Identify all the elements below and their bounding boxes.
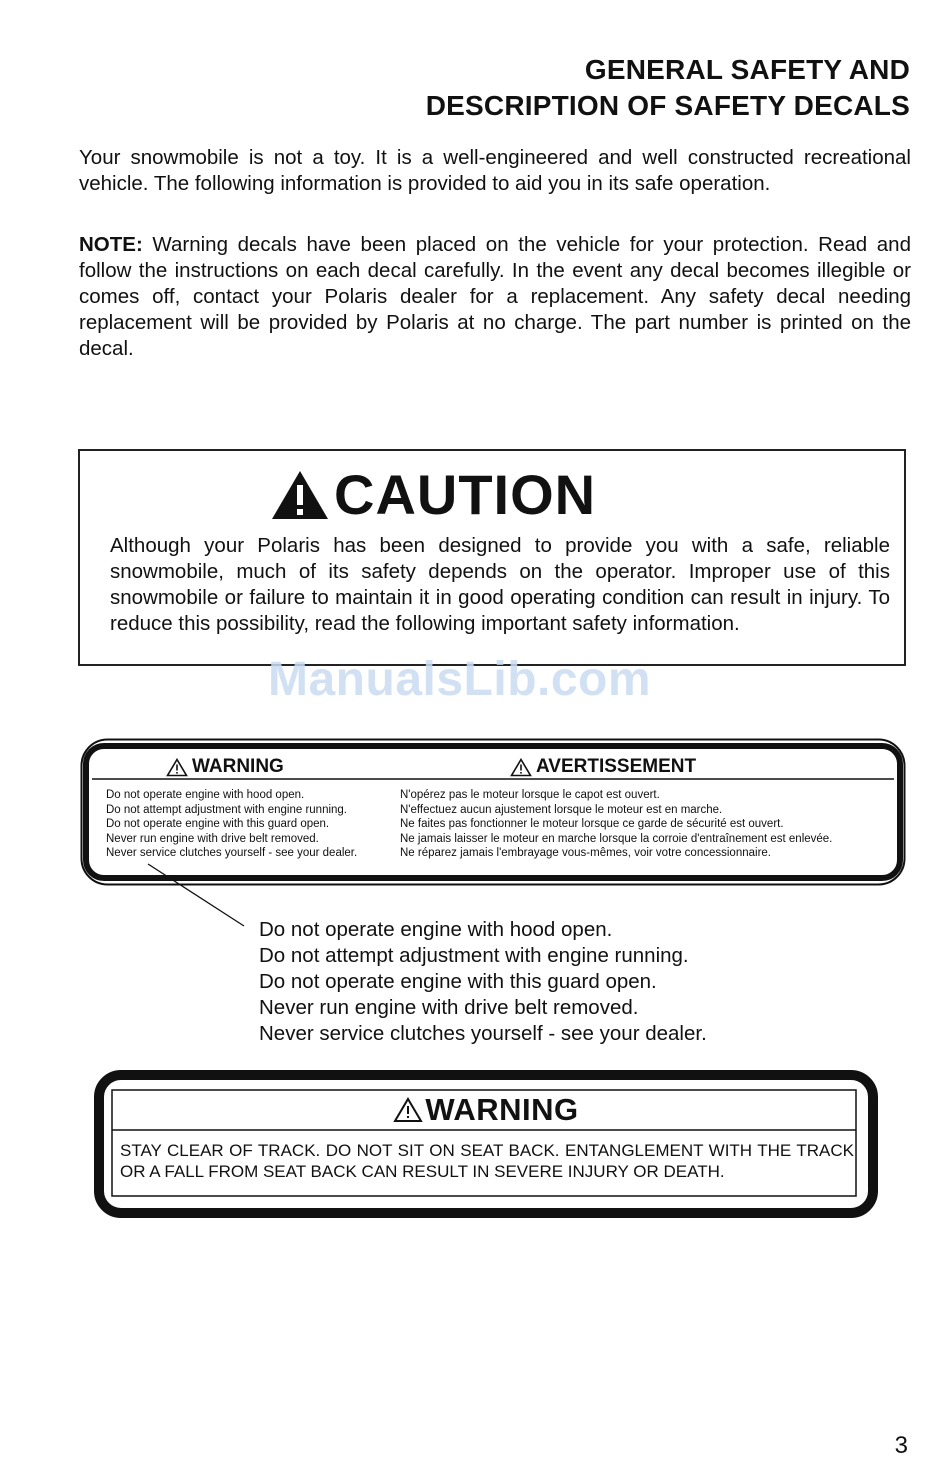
decal-line-fr: Ne faites pas fonctionner le moteur lorsque ce garde de sécurité est ouvert. <box>400 818 784 831</box>
decal-translation-list <box>259 917 707 1047</box>
caution-text: Although your Polaris has been designed to provide you with a safe, reliable snowmobile, much of its safety depends on the operator. Improper use of this snowmobile or failure to maintain it in good operating condition can result in injury. To reduce this possibility, read the following important safety information. <box>110 534 890 635</box>
decal-heading-en <box>166 756 284 778</box>
translation-line: Never service clutches yourself - see your dealer. <box>259 1022 707 1045</box>
track-warning-heading <box>94 1092 878 1128</box>
intro-paragraph: Your snowmobile is not a toy. It is a well-engineered and well constructed recreational vehicle. The following information is provided to aid you in its safe operation. <box>79 146 911 195</box>
caution-heading-text: CAUTION <box>334 463 597 526</box>
warning-triangle-icon <box>393 1097 423 1123</box>
track-warning-text: STAY CLEAR OF TRACK. DO NOT SIT ON SEAT BACK. ENTANGLEMENT WITH THE TRACK OR A FALL FROM SEAT BACK CAN RESULT IN SEVERE INJURY OR DEATH. <box>120 1141 854 1181</box>
note-paragraph <box>79 232 911 362</box>
translation-line: Never run engine with drive belt removed. <box>259 996 639 1019</box>
track-warning-heading-text: WARNING <box>425 1092 579 1127</box>
warning-triangle-icon <box>510 758 532 777</box>
translation-line: Do not operate engine with hood open. <box>259 918 613 941</box>
caution-box <box>78 449 906 666</box>
translation-line: Do not attempt adjustment with engine running. <box>259 944 689 967</box>
warning-triangle-icon <box>166 758 188 777</box>
translation-line: Do not operate engine with this guard open. <box>259 970 657 993</box>
decal-heading-fr-text: AVERTISSEMENT <box>536 756 697 777</box>
decal-heading-fr <box>510 756 696 778</box>
page-title-line1: GENERAL SAFETY AND <box>584 54 910 85</box>
decal-lines-fr <box>400 788 832 861</box>
callout-leader-line <box>140 862 250 932</box>
decal-line-en: Do not operate engine with hood open. <box>106 789 305 801</box>
decal-line-fr: N'effectuez aucun ajustement lorsque le moteur est en marche. <box>400 803 723 816</box>
note-text: Warning decals have been placed on the vehicle for your protection. Read and follow the instructions on each decal carefully. In the event any decal becomes illegible or comes off, contact your Polaris dealer for a replacement. Any safety decal needing replacement will be provided by Polaris at no charge. The part number is printed on the decal. <box>79 233 911 360</box>
decal-line-fr: N'opérez pas le moteur lorsque le capot est ouvert. <box>400 789 660 801</box>
decal-line-fr: Ne réparez jamais l'embrayage vous-mêmes, voir votre concessionnaire. <box>400 847 771 860</box>
note-label: NOTE: <box>79 233 143 256</box>
track-warning-decal <box>94 1070 878 1218</box>
watermark: ManualsLib.com <box>268 653 652 706</box>
page-title <box>210 52 910 124</box>
page-number: 3 <box>894 1432 908 1459</box>
decal-line-en: Do not operate engine with this guard open. <box>106 818 330 831</box>
page-title-line2: DESCRIPTION OF SAFETY DECALS <box>425 90 910 121</box>
decal-line-en: Never run engine with drive belt removed. <box>106 832 319 845</box>
warning-triangle-icon <box>270 469 330 521</box>
caution-heading <box>270 465 596 525</box>
decal-lines-en <box>106 788 357 861</box>
decal-line-fr: Ne jamais laisser le moteur en marche lorsque la corroie d'entraînement est enlevée. <box>400 832 833 845</box>
decal-heading-en-text: WARNING <box>192 756 284 777</box>
decal-line-en: Do not attempt adjustment with engine running. <box>106 803 348 816</box>
decal-line-en: Never service clutches yourself - see your dealer. <box>106 847 358 860</box>
